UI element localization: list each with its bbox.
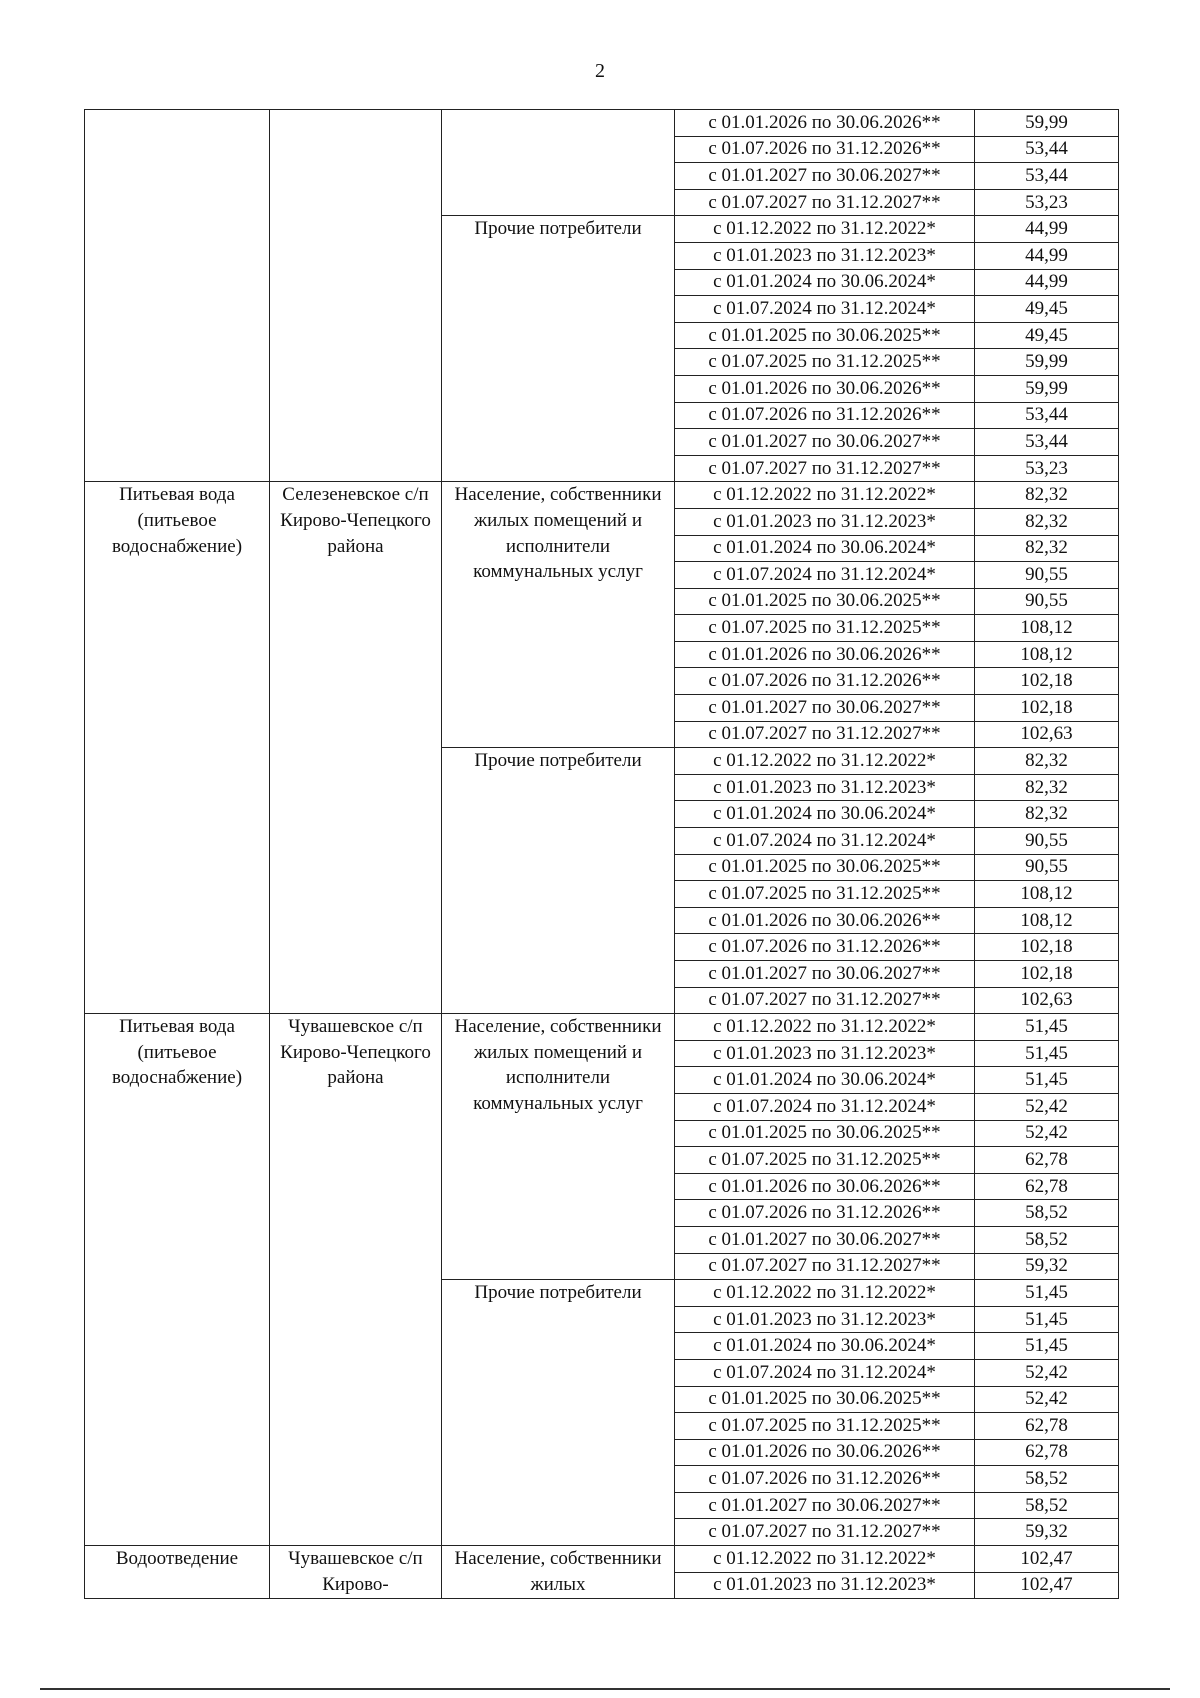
period-cell: с 01.01.2026 по 30.06.2026** xyxy=(675,110,975,137)
tariff-value-cell: 44,99 xyxy=(975,216,1119,243)
tariff-value-cell: 82,32 xyxy=(975,482,1119,509)
period-cell: с 01.01.2023 по 31.12.2023* xyxy=(675,242,975,269)
period-cell: с 01.07.2027 по 31.12.2027** xyxy=(675,1519,975,1546)
period-cell: с 01.12.2022 по 31.12.2022* xyxy=(675,1280,975,1307)
tariff-value-cell: 62,78 xyxy=(975,1173,1119,1200)
tariff-value-cell: 82,32 xyxy=(975,748,1119,775)
consumer-type-cell: Население, собственники жилых помещений и исполнители коммунальных услуг xyxy=(442,1014,675,1280)
tariff-value-cell: 51,45 xyxy=(975,1014,1119,1041)
period-cell: с 01.01.2025 по 30.06.2025** xyxy=(675,1386,975,1413)
tariff-value-cell: 90,55 xyxy=(975,854,1119,881)
period-cell: с 01.07.2026 по 31.12.2026** xyxy=(675,668,975,695)
period-cell: с 01.07.2027 по 31.12.2027** xyxy=(675,455,975,482)
tariff-value-cell: 51,45 xyxy=(975,1280,1119,1307)
period-cell: с 01.12.2022 по 31.12.2022* xyxy=(675,1546,975,1573)
tariff-value-cell: 102,47 xyxy=(975,1546,1119,1573)
tariff-value-cell: 52,42 xyxy=(975,1093,1119,1120)
period-cell: с 01.01.2025 по 30.06.2025** xyxy=(675,322,975,349)
tariff-value-cell: 51,45 xyxy=(975,1333,1119,1360)
period-cell: с 01.01.2023 по 31.12.2023* xyxy=(675,1572,975,1599)
tariff-value-cell: 49,45 xyxy=(975,322,1119,349)
period-cell: с 01.12.2022 по 31.12.2022* xyxy=(675,216,975,243)
service-cell: Питьевая вода (питьевое водоснабжение) xyxy=(85,1014,270,1546)
period-cell: с 01.07.2025 по 31.12.2025** xyxy=(675,615,975,642)
tariff-value-cell: 51,45 xyxy=(975,1040,1119,1067)
tariff-value-cell: 53,44 xyxy=(975,163,1119,190)
period-cell: с 01.01.2024 по 30.06.2024* xyxy=(675,1067,975,1094)
tariff-value-cell: 51,45 xyxy=(975,1067,1119,1094)
tariff-value-cell: 82,32 xyxy=(975,508,1119,535)
period-cell: с 01.07.2026 по 31.12.2026** xyxy=(675,1466,975,1493)
tariff-value-cell: 102,18 xyxy=(975,934,1119,961)
period-cell: с 01.01.2025 по 30.06.2025** xyxy=(675,588,975,615)
tariff-value-cell: 53,44 xyxy=(975,402,1119,429)
period-cell: с 01.07.2027 по 31.12.2027** xyxy=(675,189,975,216)
tariff-value-cell: 59,99 xyxy=(975,110,1119,137)
tariff-value-cell: 102,47 xyxy=(975,1572,1119,1599)
tariff-value-cell: 53,23 xyxy=(975,189,1119,216)
period-cell: с 01.07.2027 по 31.12.2027** xyxy=(675,987,975,1014)
period-cell: с 01.01.2027 по 30.06.2027** xyxy=(675,1492,975,1519)
period-cell: с 01.07.2026 по 31.12.2026** xyxy=(675,136,975,163)
tariff-value-cell: 53,44 xyxy=(975,136,1119,163)
service-cell xyxy=(85,110,270,482)
period-cell: с 01.01.2023 по 31.12.2023* xyxy=(675,508,975,535)
period-cell: с 01.07.2024 по 31.12.2024* xyxy=(675,828,975,855)
tariff-value-cell: 59,99 xyxy=(975,349,1119,376)
area-cell xyxy=(270,110,442,482)
period-cell: с 01.07.2024 по 31.12.2024* xyxy=(675,562,975,589)
table-row xyxy=(85,482,1119,509)
tariff-value-cell: 102,18 xyxy=(975,695,1119,722)
area-cell: Чувашевское с/п Кирово-Чепецкого района xyxy=(270,1014,442,1546)
tariff-value-cell: 58,52 xyxy=(975,1200,1119,1227)
period-cell: с 01.07.2026 по 31.12.2026** xyxy=(675,402,975,429)
consumer-type-cell: Прочие потребители xyxy=(442,748,675,1014)
tariff-value-cell: 108,12 xyxy=(975,641,1119,668)
page-bottom-rule xyxy=(40,1688,1170,1690)
period-cell: с 01.01.2027 по 30.06.2027** xyxy=(675,163,975,190)
period-cell: с 01.01.2024 по 30.06.2024* xyxy=(675,535,975,562)
tariff-value-cell: 59,32 xyxy=(975,1519,1119,1546)
period-cell: с 01.07.2025 по 31.12.2025** xyxy=(675,349,975,376)
tariff-value-cell: 108,12 xyxy=(975,881,1119,908)
period-cell: с 01.01.2023 по 31.12.2023* xyxy=(675,1306,975,1333)
table-row xyxy=(85,1014,1119,1041)
tariff-value-cell: 108,12 xyxy=(975,615,1119,642)
tariff-value-cell: 53,23 xyxy=(975,455,1119,482)
period-cell: с 01.12.2022 по 31.12.2022* xyxy=(675,748,975,775)
period-cell: с 01.07.2027 по 31.12.2027** xyxy=(675,1253,975,1280)
period-cell: с 01.07.2027 по 31.12.2027** xyxy=(675,721,975,748)
period-cell: с 01.01.2025 по 30.06.2025** xyxy=(675,1120,975,1147)
tariff-value-cell: 51,45 xyxy=(975,1306,1119,1333)
consumer-type-cell xyxy=(442,110,675,216)
period-cell: с 01.01.2023 по 31.12.2023* xyxy=(675,1040,975,1067)
tariff-value-cell: 108,12 xyxy=(975,907,1119,934)
tariff-value-cell: 62,78 xyxy=(975,1439,1119,1466)
period-cell: с 01.01.2024 по 30.06.2024* xyxy=(675,269,975,296)
tariff-value-cell: 58,52 xyxy=(975,1466,1119,1493)
period-cell: с 01.07.2024 по 31.12.2024* xyxy=(675,1359,975,1386)
tariff-value-cell: 62,78 xyxy=(975,1147,1119,1174)
consumer-type-cell: Прочие потребители xyxy=(442,1280,675,1546)
period-cell: с 01.07.2026 по 31.12.2026** xyxy=(675,934,975,961)
tariff-value-cell: 102,18 xyxy=(975,668,1119,695)
consumer-type-cell: Население, собственники жилых xyxy=(442,1546,675,1599)
tariff-value-cell: 102,18 xyxy=(975,961,1119,988)
tariff-value-cell: 82,32 xyxy=(975,774,1119,801)
area-cell: Селезеневское с/п Кирово-Чепецкого района xyxy=(270,482,442,1014)
tariff-value-cell: 90,55 xyxy=(975,588,1119,615)
period-cell: с 01.01.2027 по 30.06.2027** xyxy=(675,429,975,456)
tariff-value-cell: 90,55 xyxy=(975,828,1119,855)
period-cell: с 01.01.2023 по 31.12.2023* xyxy=(675,774,975,801)
period-cell: с 01.07.2025 по 31.12.2025** xyxy=(675,881,975,908)
period-cell: с 01.01.2026 по 30.06.2026** xyxy=(675,907,975,934)
table-row xyxy=(85,110,1119,137)
tariff-value-cell: 82,32 xyxy=(975,535,1119,562)
tariff-value-cell: 90,55 xyxy=(975,562,1119,589)
period-cell: с 01.01.2024 по 30.06.2024* xyxy=(675,801,975,828)
table-row xyxy=(85,1546,1119,1573)
tariff-value-cell: 52,42 xyxy=(975,1386,1119,1413)
tariff-value-cell: 44,99 xyxy=(975,269,1119,296)
period-cell: с 01.12.2022 по 31.12.2022* xyxy=(675,482,975,509)
period-cell: с 01.01.2024 по 30.06.2024* xyxy=(675,1333,975,1360)
area-cell: Чувашевское с/п Кирово- xyxy=(270,1546,442,1599)
service-cell: Питьевая вода (питьевое водоснабжение) xyxy=(85,482,270,1014)
period-cell: с 01.01.2025 по 30.06.2025** xyxy=(675,854,975,881)
tariff-value-cell: 52,42 xyxy=(975,1359,1119,1386)
period-cell: с 01.01.2027 по 30.06.2027** xyxy=(675,961,975,988)
tariff-table xyxy=(84,109,1119,1599)
period-cell: с 01.01.2027 по 30.06.2027** xyxy=(675,695,975,722)
period-cell: с 01.01.2027 по 30.06.2027** xyxy=(675,1226,975,1253)
tariff-value-cell: 52,42 xyxy=(975,1120,1119,1147)
period-cell: с 01.07.2024 по 31.12.2024* xyxy=(675,296,975,323)
service-cell: Водоотведение xyxy=(85,1546,270,1599)
tariff-value-cell: 58,52 xyxy=(975,1492,1119,1519)
tariff-value-cell: 53,44 xyxy=(975,429,1119,456)
period-cell: с 01.07.2026 по 31.12.2026** xyxy=(675,1200,975,1227)
tariff-table-body xyxy=(85,110,1119,1599)
tariff-value-cell: 82,32 xyxy=(975,801,1119,828)
tariff-value-cell: 102,63 xyxy=(975,987,1119,1014)
period-cell: с 01.01.2026 по 30.06.2026** xyxy=(675,1173,975,1200)
consumer-type-cell: Население, собственники жилых помещений и исполнители коммунальных услуг xyxy=(442,482,675,748)
period-cell: с 01.12.2022 по 31.12.2022* xyxy=(675,1014,975,1041)
tariff-value-cell: 102,63 xyxy=(975,721,1119,748)
period-cell: с 01.01.2026 по 30.06.2026** xyxy=(675,375,975,402)
tariff-value-cell: 59,32 xyxy=(975,1253,1119,1280)
tariff-value-cell: 58,52 xyxy=(975,1226,1119,1253)
period-cell: с 01.07.2025 по 31.12.2025** xyxy=(675,1147,975,1174)
period-cell: с 01.01.2026 по 30.06.2026** xyxy=(675,1439,975,1466)
tariff-value-cell: 49,45 xyxy=(975,296,1119,323)
period-cell: с 01.07.2025 по 31.12.2025** xyxy=(675,1413,975,1440)
consumer-type-cell: Прочие потребители xyxy=(442,216,675,482)
period-cell: с 01.07.2024 по 31.12.2024* xyxy=(675,1093,975,1120)
tariff-value-cell: 44,99 xyxy=(975,242,1119,269)
tariff-value-cell: 59,99 xyxy=(975,375,1119,402)
tariff-value-cell: 62,78 xyxy=(975,1413,1119,1440)
period-cell: с 01.01.2026 по 30.06.2026** xyxy=(675,641,975,668)
page-number: 2 xyxy=(595,60,605,82)
